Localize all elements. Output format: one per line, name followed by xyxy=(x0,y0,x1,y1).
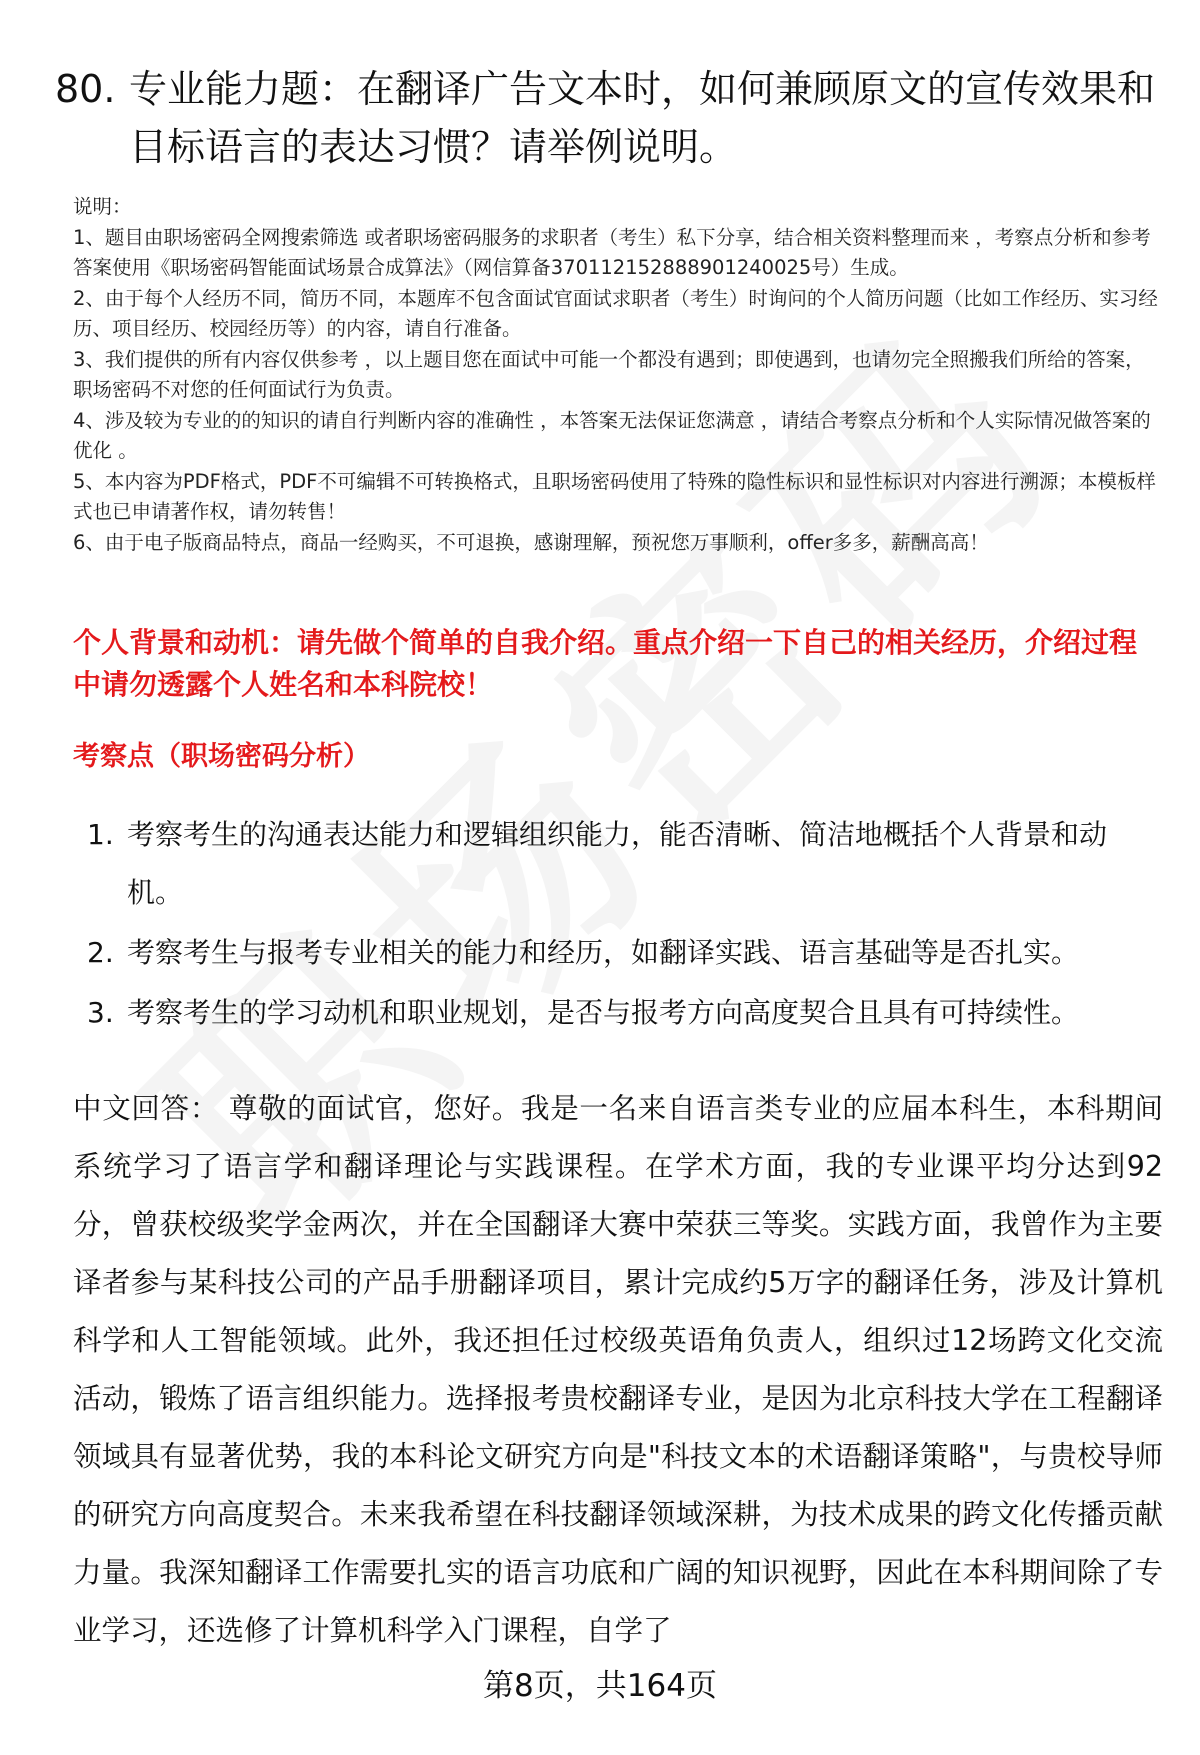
analysis-point xyxy=(73,984,1153,1042)
analysis-point xyxy=(73,924,1153,982)
point-number: 3. xyxy=(87,996,114,1029)
question-title xyxy=(55,60,1165,176)
analysis-heading: 考察点（职场密码分析） xyxy=(73,741,370,772)
point-number: 1. xyxy=(87,818,114,851)
note-item: 6、由于电子版商品特点，商品一经购买，不可退换，感谢理解，预祝您万事顺利，offer多多，薪酬高高！ xyxy=(73,530,989,554)
answer-paragraph xyxy=(73,1080,1163,1660)
question-number: 80. xyxy=(55,67,116,111)
note-item: 5、本内容为PDF格式，PDF不可编辑不可转换格式，且职场密码使用了特殊的隐性标识和显性标识对内容进行溯源；本模板样式也已申请著作权，请勿转售！ xyxy=(73,469,1156,523)
note-item: 2、由于每个人经历不同，简历不同，本题库不包含面试官面试求职者（考生）时询问的个人简历问题（比如工作经历、实习经历、项目经历、校园经历等）的内容，请自行准备。 xyxy=(73,286,1158,340)
note-item: 3、我们提供的所有内容仅供参考 ，以上题目您在面试中可能一个都没有遇到；即使遇到，也请勿完全照搬我们所给的答案，职场密码不对您的任何面试行为负责。 xyxy=(73,347,1145,401)
question-text: 专业能力题：在翻译广告文本时，如何兼顾原文的宣传效果和目标语言的表达习惯？请举例说明。 xyxy=(129,67,1156,169)
section-heading: 个人背景和动机：请先做个简单的自我介绍。重点介绍一下自己的相关经历，介绍过程中请勿透露个人姓名和本科院校！ xyxy=(73,626,1138,701)
answer-label: 中文回答： xyxy=(73,1092,220,1125)
point-number: 2. xyxy=(87,936,114,969)
point-text: 考察考生的沟通表达能力和逻辑组织能力，能否清晰、简洁地概括个人背景和动机。 xyxy=(127,818,1108,909)
note-item: 1、题目由职场密码全网搜索筛选 或者职场密码服务的求职者（考生）私下分享，结合相关资料整理而来 ，考察点分析和参考答案使用《职场密码智能面试场景合成算法》（网信算备370112152888901240025号）生成。 xyxy=(73,225,1151,279)
page-footer: 第8页，共164页 xyxy=(483,1668,717,1704)
notes-title: 说明： xyxy=(73,195,132,218)
point-text: 考察考生与报考专业相关的能力和经历，如翻译实践、语言基础等是否扎实。 xyxy=(127,936,1080,969)
notes-section xyxy=(73,192,1158,558)
note-item: 4、涉及较为专业的的知识的请自行判断内容的准确性 ，本答案无法保证您满意 ，请结合考察点分析和个人实际情况做答案的优化 。 xyxy=(73,408,1151,462)
analysis-point xyxy=(73,806,1153,922)
point-text: 考察考生的学习动机和职业规划，是否与报考方向高度契合且具有可持续性。 xyxy=(127,996,1080,1029)
answer-text: 尊敬的面试官，您好。我是一名来自语言类专业的应届本科生，本科期间系统学习了语言学和翻译理论与实践课程。在学术方面，我的专业课平均分达到92分，曾获校级奖学金两次，并在全国翻译大赛中荣获三等奖。实践方面，我曾作为主要译者参与某科技公司的产品手册翻译项目，累计完成约5万字的翻译任务，涉及计算机科学和人工智能领域。此外，我还担任过校级英语角负责人，组织过12场跨文化交流活动，锻炼了语言组织能力。选择报考贵校翻译专业，是因为北京科技大学在工程翻译领域具有显著优势，我的本科论文研究方向是"科技文本的术语翻译策略"，与贵校导师的研究方向高度契合。未来我希望在科技翻译领域深耕，为技术成果的跨文化传播贡献力量。我深知翻译工作需要扎实的语言功底和广阔的知识视野，因此在本科期间除了专业学习，还选修了计算机科学入门课程，自学了 xyxy=(73,1092,1163,1647)
analysis-points xyxy=(73,806,1153,1044)
